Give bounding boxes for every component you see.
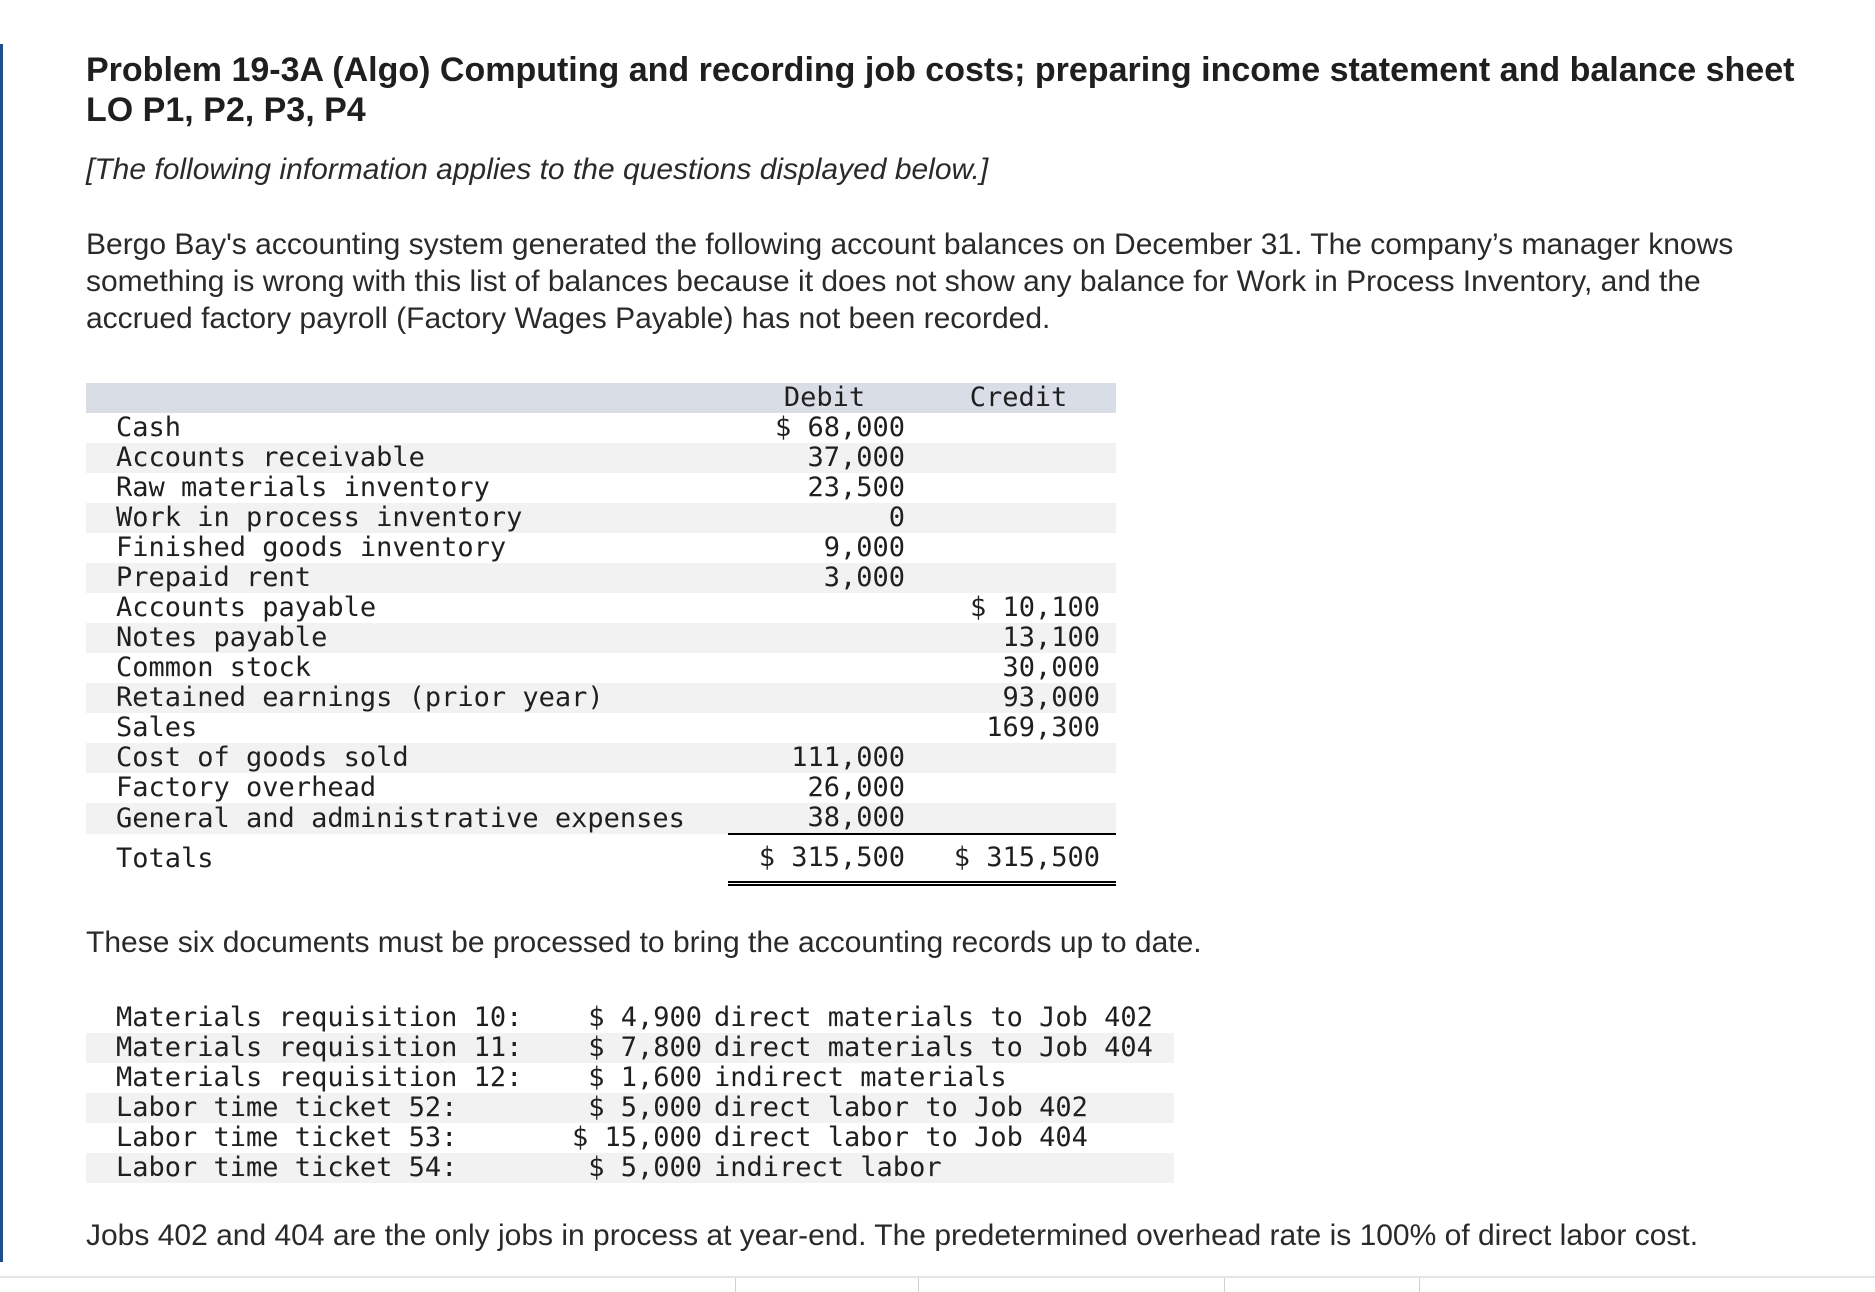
problem-title: Problem 19-3A (Algo) Computing and recording job costs; preparing income statement and balance sheet LO P1, P2, P3, P4 <box>86 51 1795 129</box>
debit-amount <box>728 593 921 623</box>
header-account <box>86 383 728 413</box>
debit-amount: 3,000 <box>823 562 905 593</box>
document-description: direct materials to Job 402 <box>714 1002 1153 1033</box>
credit-amount <box>921 743 1116 773</box>
debit-amount: 37,000 <box>807 442 905 473</box>
table-row <box>86 713 1116 743</box>
debit-amount <box>728 623 921 653</box>
document-description: indirect labor <box>714 1152 942 1183</box>
header-debit: Debit <box>783 382 866 413</box>
credit-amount: 169,300 <box>986 712 1100 743</box>
debit-amount: 9,000 <box>823 532 905 563</box>
document-row <box>86 1033 1174 1063</box>
table-row <box>86 743 1116 773</box>
credit-amount <box>921 533 1116 563</box>
totals-row <box>86 834 1116 884</box>
account-name: Prepaid rent <box>116 562 312 593</box>
document-row <box>86 1153 1174 1183</box>
document-description: indirect materials <box>714 1062 1007 1093</box>
debit-amount: 26,000 <box>807 772 905 803</box>
document-rows <box>86 1003 1174 1183</box>
credit-amount: 93,000 <box>1002 682 1100 713</box>
debit-amount: $ 68,000 <box>774 412 905 443</box>
credit-amount <box>921 473 1116 503</box>
balance-rows <box>86 413 1116 834</box>
account-name: Cash <box>116 412 182 443</box>
document-label: Labor time ticket 52: <box>116 1092 458 1123</box>
credit-amount <box>921 443 1116 473</box>
divider-tick <box>735 1278 736 1292</box>
document-label: Materials requisition 11: <box>116 1032 523 1063</box>
document-amount: $ 5,000 <box>588 1092 702 1123</box>
credit-amount <box>921 773 1116 803</box>
table-row <box>86 623 1116 653</box>
document-row <box>86 1063 1174 1093</box>
debit-amount: 38,000 <box>728 803 921 834</box>
bottom-divider <box>0 1276 1875 1278</box>
account-name: Sales <box>116 712 198 743</box>
document-label: Labor time ticket 54: <box>116 1152 458 1183</box>
table-row <box>86 593 1116 623</box>
table-row <box>86 473 1116 503</box>
document-row <box>86 1123 1174 1153</box>
document-description: direct labor to Job 402 <box>714 1092 1088 1123</box>
closing-note: Jobs 402 and 404 are the only jobs in process at year-end. The predetermined overhead rate is 100% of direct labor cost. <box>86 1219 1699 1252</box>
debit-amount: 111,000 <box>791 742 905 773</box>
problem-intro: Bergo Bay's accounting system generated the following account balances on December 31. The company’s manager knows something is wrong with this list of balances because it does not show any balance for Work in Process Inventory, and the accrued factory payroll (Factory Wages Payable) has not been recorded. <box>86 228 1734 335</box>
document-row <box>86 1003 1174 1033</box>
table-row <box>86 533 1116 563</box>
account-name: Cost of goods sold <box>116 742 409 773</box>
table-row <box>86 563 1116 593</box>
credit-amount: 30,000 <box>1002 652 1100 683</box>
credit-amount <box>921 503 1116 533</box>
document-amount: $ 1,600 <box>588 1062 702 1093</box>
document-amount: $ 5,000 <box>588 1152 702 1183</box>
document-label: Materials requisition 10: <box>116 1002 523 1033</box>
account-name: Common stock <box>116 652 312 683</box>
problem-content <box>86 50 1826 1254</box>
table-row <box>86 413 1116 443</box>
problem-subtitle: [The following information applies to the questions displayed below.] <box>86 153 989 186</box>
account-name: Work in process inventory <box>116 502 523 533</box>
debit-amount <box>728 683 921 713</box>
document-amount: $ 7,800 <box>588 1032 702 1063</box>
table-row <box>86 683 1116 713</box>
credit-amount <box>921 413 1116 443</box>
credit-amount <box>921 803 1116 834</box>
account-name: Accounts payable <box>116 592 377 623</box>
document-description: direct materials to Job 404 <box>714 1032 1153 1063</box>
table-header-row <box>86 383 1116 413</box>
left-border-rule <box>0 44 3 1262</box>
table-row <box>86 503 1116 533</box>
debit-amount: 0 <box>888 502 905 533</box>
credit-amount: $ 10,100 <box>969 592 1100 623</box>
table-row <box>86 653 1116 683</box>
totals-debit: $ 315,500 <box>728 834 921 884</box>
document-amount: $ 15,000 <box>571 1122 702 1153</box>
document-amount: $ 4,900 <box>588 1002 702 1033</box>
debit-amount: 23,500 <box>807 472 905 503</box>
account-name: Accounts receivable <box>116 442 425 473</box>
account-name: Factory overhead <box>116 772 377 803</box>
documents-table <box>86 1003 1174 1183</box>
account-name: Retained earnings (prior year) <box>116 682 604 713</box>
divider-tick <box>918 1278 919 1292</box>
document-label: Labor time ticket 53: <box>116 1122 458 1153</box>
table-row <box>86 443 1116 473</box>
document-label: Materials requisition 12: <box>116 1062 523 1093</box>
credit-amount: 13,100 <box>1002 622 1100 653</box>
debit-amount <box>728 653 921 683</box>
document-row <box>86 1093 1174 1123</box>
account-name: Finished goods inventory <box>116 532 507 563</box>
header-credit: Credit <box>969 382 1068 413</box>
table-row <box>86 773 1116 803</box>
divider-tick <box>1224 1278 1225 1292</box>
account-name: Raw materials inventory <box>116 472 490 503</box>
totals-label: Totals <box>86 834 728 884</box>
debit-amount <box>728 713 921 743</box>
totals-credit: $ 315,500 <box>921 834 1116 884</box>
document-description: direct labor to Job 404 <box>714 1122 1088 1153</box>
divider-tick <box>1419 1278 1420 1292</box>
account-name: Notes payable <box>116 622 328 653</box>
account-name: General and administrative expenses <box>116 802 685 834</box>
account-balances-table <box>86 383 1116 886</box>
table-row <box>86 803 1116 834</box>
credit-amount <box>921 563 1116 593</box>
documents-intro: These six documents must be processed to bring the accounting records up to date. <box>86 926 1202 959</box>
